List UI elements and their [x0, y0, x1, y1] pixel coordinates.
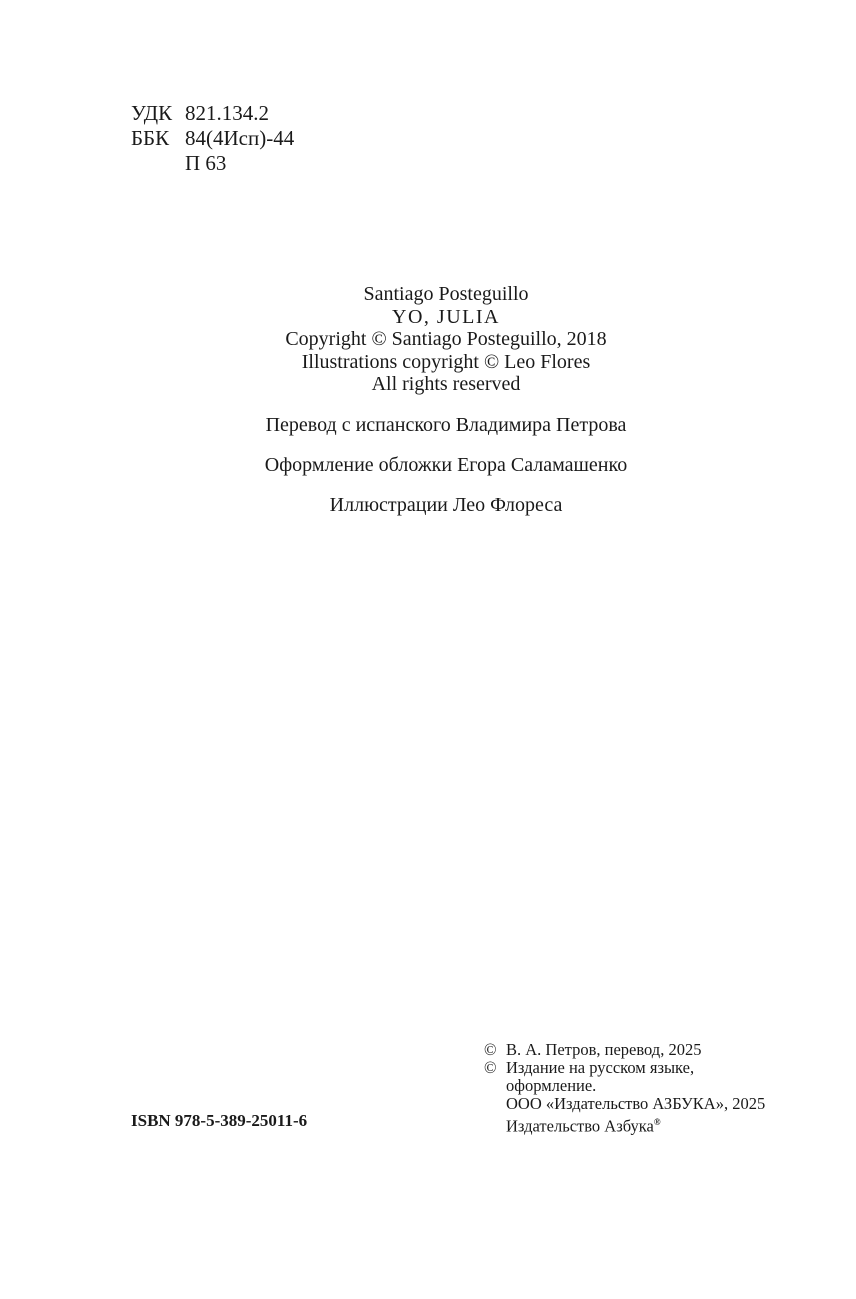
udk-label: УДК — [131, 101, 173, 125]
original-author: Santiago Posteguillo — [363, 283, 529, 305]
bbk-row — [131, 126, 294, 151]
edition-line: оформление. — [506, 1076, 597, 1095]
classification-codes — [131, 101, 294, 176]
cover-design-credit: Оформление обложки Егора Саламашенко — [264, 453, 628, 476]
credits-block — [0, 283, 856, 516]
bbk-value: 84(4Исп)-44 — [185, 126, 295, 150]
author-mark-row — [131, 151, 294, 176]
edition-notice — [484, 1059, 765, 1136]
bbk-label: ББК — [131, 126, 170, 150]
isbn: ISBN 978-5-389-25011-6 — [131, 1111, 308, 1130]
publisher-brand: Издательство Азбука — [506, 1116, 654, 1136]
registered-icon: ® — [653, 1117, 661, 1127]
copyright-notices — [484, 1041, 765, 1136]
edition-notice-body — [506, 1059, 765, 1136]
copyright-icon: © — [484, 1058, 497, 1077]
udk-value: 821.134.2 — [185, 101, 269, 125]
edition-line: Издание на русском языке, — [506, 1058, 695, 1077]
author-mark: П 63 — [185, 151, 227, 175]
illustrations-copyright-line: Illustrations copyright © Leo Flores — [301, 350, 591, 373]
translator-credit: Перевод с испанского Владимира Петрова — [265, 413, 627, 436]
edition-line: ООО «Издательство АЗБУКА», 2025 — [506, 1094, 766, 1113]
translation-notice-text: В. А. Петров, перевод, 2025 — [506, 1040, 702, 1059]
copyright-line: Copyright © Santiago Posteguillo, 2018 — [285, 328, 607, 350]
translation-notice — [484, 1041, 765, 1059]
udk-row — [131, 101, 294, 126]
illustrations-credit: Иллюстрации Лео Флореса — [329, 493, 563, 516]
original-title: YO, JULIA — [392, 305, 500, 328]
copyright-icon: © — [484, 1040, 497, 1059]
publisher-brand-line — [506, 1113, 765, 1136]
rights-line: All rights reserved — [371, 373, 521, 395]
